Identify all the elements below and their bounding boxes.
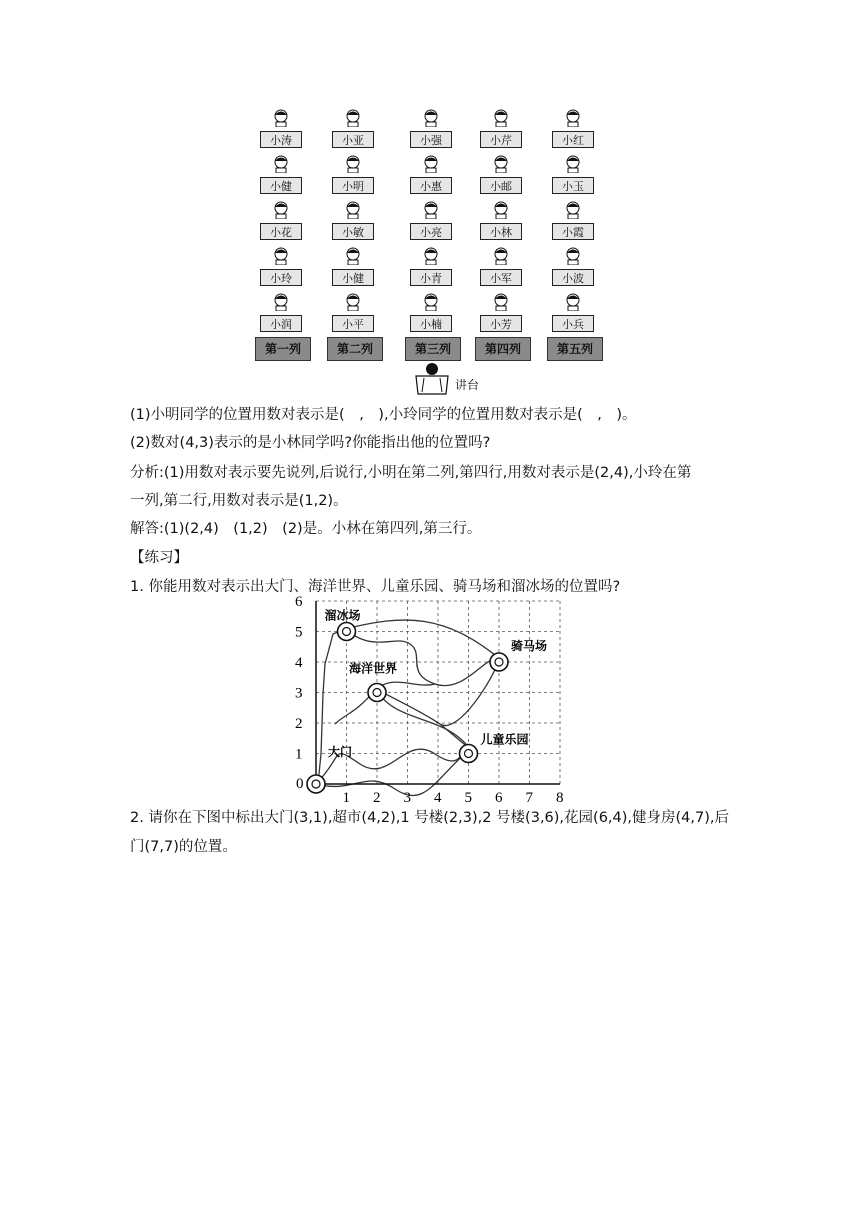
student-icon (493, 201, 509, 219)
place-label: 溜冰场 (324, 608, 361, 623)
seat (475, 151, 531, 197)
student-icon (493, 109, 509, 127)
student-icon (345, 201, 361, 219)
seat (327, 197, 383, 243)
student-icon (423, 155, 439, 173)
y-tick-label: 3 (295, 685, 303, 702)
practice-question-2-line-2: 门(7,7)的位置。 (130, 839, 237, 855)
desk-label: 小兵 (552, 315, 594, 332)
x-tick-label: 2 (373, 790, 381, 806)
map-paths (316, 620, 500, 795)
analysis-line-1: 分析:(1)用数对表示要先说列,后说行,小明在第二列,第四行,用数对表示是(2,4),小玲在第 (130, 465, 692, 481)
question-1: (1)小明同学的位置用数对表示是( , ),小玲同学的位置用数对表示是( , )。 (130, 407, 637, 423)
coordinate-map (285, 594, 575, 806)
x-tick-label: 6 (495, 790, 503, 806)
desk-label: 小邮 (480, 177, 522, 194)
seat (327, 243, 383, 289)
seat (547, 151, 603, 197)
student-icon (273, 293, 289, 311)
desk-label: 小敏 (332, 223, 374, 240)
y-tick-label: 4 (295, 655, 303, 671)
student-icon (345, 155, 361, 173)
student-icon (565, 293, 581, 311)
seat-column-3 (405, 105, 461, 356)
desk-label: 小楠 (410, 315, 452, 332)
y-tick-label: 6 (295, 594, 303, 610)
seat (255, 151, 311, 197)
desk-label: 小林 (480, 223, 522, 240)
desk-label: 小花 (260, 223, 302, 240)
student-icon (493, 293, 509, 311)
seat (255, 197, 311, 243)
desk-label: 小健 (332, 269, 374, 286)
student-icon (565, 201, 581, 219)
student-icon (423, 201, 439, 219)
seat (255, 105, 311, 151)
x-tick-label: 4 (434, 790, 442, 806)
map-axes (295, 594, 564, 806)
place-marker-inner (312, 780, 320, 788)
x-tick-label: 0 (296, 776, 304, 792)
x-tick-label: 5 (464, 790, 472, 806)
student-icon (273, 109, 289, 127)
desk-label: 小惠 (410, 177, 452, 194)
desk-label: 小霞 (552, 223, 594, 240)
desk-label: 小亮 (410, 223, 452, 240)
column-label: 第三列 (405, 337, 461, 361)
student-icon (273, 247, 289, 265)
desk-label: 小芳 (480, 315, 522, 332)
desk-label: 小青 (410, 269, 452, 286)
desk-label: 小亚 (332, 131, 374, 148)
student-icon (493, 247, 509, 265)
seat (255, 289, 311, 335)
desk-label: 小红 (552, 131, 594, 148)
practice-heading: 【练习】 (130, 550, 188, 566)
answer: 解答:(1)(2,4) (1,2) (2)是。小林在第四列,第三行。 (130, 521, 482, 537)
seat-column-5 (547, 105, 603, 356)
student-icon (565, 109, 581, 127)
column-label: 第五列 (547, 337, 603, 361)
seat (547, 105, 603, 151)
x-tick-label: 3 (403, 790, 411, 806)
teacher-podium-icon (410, 362, 454, 396)
seat (255, 243, 311, 289)
seat (475, 289, 531, 335)
desk-label: 小波 (552, 269, 594, 286)
desk-label: 小玉 (552, 177, 594, 194)
seat (327, 289, 383, 335)
desk-label: 小平 (332, 315, 374, 332)
place-label: 儿童乐园 (480, 732, 529, 747)
student-icon (345, 109, 361, 127)
student-icon (345, 247, 361, 265)
seat (475, 197, 531, 243)
x-tick-label: 1 (342, 790, 350, 806)
desk-label: 小健 (260, 177, 302, 194)
x-tick-label: 7 (525, 790, 533, 806)
student-icon (273, 155, 289, 173)
place-marker-inner (373, 689, 381, 697)
seat-column-1 (255, 105, 311, 356)
seating-chart (255, 105, 605, 395)
student-icon (493, 155, 509, 173)
seat (475, 105, 531, 151)
place-marker-inner (465, 750, 473, 758)
seat (327, 151, 383, 197)
practice-question-1: 1. 你能用数对表示出大门、海洋世界、儿童乐园、骑马场和溜冰场的位置吗? (130, 579, 621, 595)
x-tick-label: 8 (556, 790, 564, 806)
student-icon (565, 155, 581, 173)
student-icon (423, 109, 439, 127)
y-tick-label: 2 (295, 716, 303, 732)
practice-question-2-line-1: 2. 请你在下图中标出大门(3,1),超市(4,2),1 号楼(2,3),2 号楼(3,6),花园(6,4),健身房(4,7),后 (130, 810, 730, 826)
student-icon (423, 293, 439, 311)
student-icon (273, 201, 289, 219)
desk-label: 小芹 (480, 131, 522, 148)
seat (405, 243, 461, 289)
seat-column-4 (475, 105, 531, 356)
seat (475, 243, 531, 289)
desk-label: 小玲 (260, 269, 302, 286)
seat (547, 243, 603, 289)
place-marker-inner (343, 628, 351, 636)
podium-label: 讲台 (455, 378, 480, 392)
student-icon (345, 293, 361, 311)
place-label: 大门 (328, 745, 353, 759)
desk-label: 小明 (332, 177, 374, 194)
column-label: 第一列 (255, 337, 311, 361)
seat (405, 289, 461, 335)
column-label: 第二列 (327, 337, 383, 361)
column-label: 第四列 (475, 337, 531, 361)
seat (405, 197, 461, 243)
seat (405, 151, 461, 197)
desk-label: 小强 (410, 131, 452, 148)
seat (547, 197, 603, 243)
seat (547, 289, 603, 335)
seat (327, 105, 383, 151)
place-label: 骑马场 (511, 639, 548, 653)
map-places (307, 608, 547, 794)
desk-label: 小军 (480, 269, 522, 286)
student-icon (565, 247, 581, 265)
y-tick-label: 1 (295, 746, 303, 763)
seat (405, 105, 461, 151)
seat-column-2 (327, 105, 383, 356)
analysis-line-2: 一列,第二行,用数对表示是(1,2)。 (130, 493, 348, 509)
desk-label: 小润 (260, 315, 302, 332)
place-marker-inner (495, 658, 503, 666)
student-icon (423, 247, 439, 265)
question-2: (2)数对(4,3)表示的是小林同学吗?你能指出他的位置吗? (130, 435, 491, 451)
y-tick-label: 5 (295, 624, 303, 641)
desk-label: 小涛 (260, 131, 302, 148)
place-label: 海洋世界 (349, 661, 398, 676)
